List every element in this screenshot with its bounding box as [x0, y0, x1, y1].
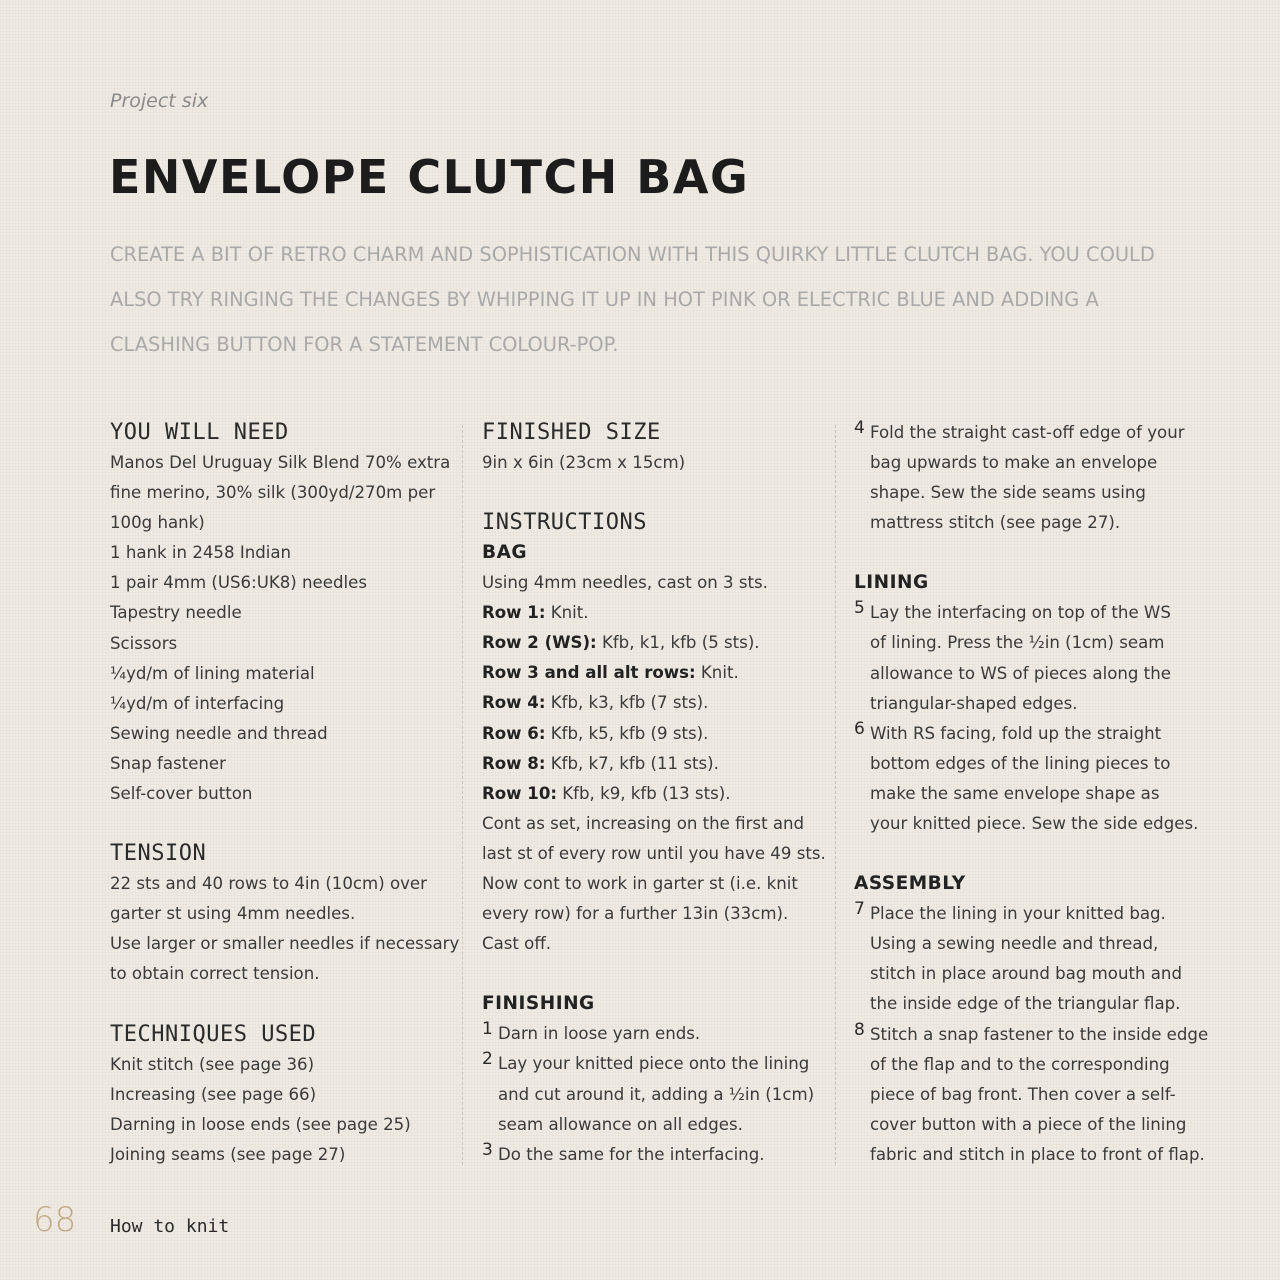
step-line: the inside edge of the triangular flap. — [870, 994, 1181, 1014]
row-text: Knit. — [545, 603, 589, 623]
step-line: make the same envelope shape as — [870, 783, 1160, 803]
row-text: Knit. — [695, 663, 739, 683]
you-will-need-heading: YOU WILL NEED — [110, 420, 289, 445]
lining-heading: LINING — [854, 572, 929, 594]
step-line: Lay the interfacing on top of the WS — [870, 603, 1171, 623]
step-line: Darn in loose yarn ends. — [498, 1024, 701, 1044]
row-instruction — [482, 749, 822, 779]
step-line: bag upwards to make an envelope — [870, 453, 1158, 473]
row-text: Kfb, k7, kfb (11 sts). — [545, 753, 719, 773]
technique-item: Increasing (see page 66) — [110, 1084, 317, 1104]
row-instruction — [482, 658, 822, 688]
column-materials — [110, 418, 460, 1170]
step-line: your knitted piece. Sew the side edges. — [870, 814, 1199, 834]
row-instruction — [482, 779, 822, 809]
step-number: 3 — [482, 1139, 493, 1160]
row-instructions — [482, 598, 822, 809]
material-item: Tapestry needle — [110, 603, 242, 623]
material-item: Manos Del Uruguay Silk Blend 70% extra — [110, 453, 451, 472]
tension-line: garter st using 4mm needles. — [110, 904, 356, 924]
intro-text: CREATE A BIT OF RETRO CHARM AND SOPHISTICATION WITH THIS QUIRKY LITTLE CLUTCH BAG. YOU COULD ALSO TRY RINGING THE CHANGES BY WHIPPING IT UP IN HOT PINK OR ELECTRIC BLUE AND ADDING A CLASHING BUTTON FOR A STATEMENT COLOUR-POP. — [110, 243, 1155, 356]
step-line: With RS facing, fold up the straight — [870, 723, 1162, 743]
row-label: Row 4: — [482, 693, 546, 713]
row-label: Row 3 and all alt rows: — [482, 663, 696, 683]
numbered-step — [854, 718, 1199, 839]
instruction-line: Cont as set, increasing on the first and — [482, 813, 805, 833]
step-line: Stitch a snap fastener to the inside edge — [870, 1024, 1209, 1044]
row-instruction — [482, 628, 822, 658]
material-item: ¼yd/m of lining material — [110, 663, 315, 683]
step-number: 7 — [854, 899, 865, 920]
numbered-step — [482, 1019, 822, 1049]
material-item: Self-cover button — [110, 784, 253, 804]
step-line: and cut around it, adding a ½in (1cm) — [498, 1084, 815, 1104]
material-item: Snap fastener — [110, 753, 226, 773]
row-text: Kfb, k5, kfb (9 sts). — [545, 723, 709, 743]
step-line: mattress stitch (see page 27). — [870, 513, 1121, 533]
numbered-step — [854, 1019, 1209, 1170]
step-line: allowance to WS of pieces along the — [870, 663, 1171, 683]
numbered-step — [854, 899, 1194, 1019]
step-line: cover button with a piece of the lining — [870, 1114, 1187, 1134]
step-line: Do the same for the interfacing. — [498, 1144, 765, 1164]
numbered-step — [482, 1140, 822, 1170]
step-number: 4 — [854, 418, 865, 438]
material-item: fine merino, 30% silk (300yd/270m per — [110, 483, 436, 503]
step-line: stitch in place around bag mouth and — [870, 964, 1182, 984]
step-line: Lay your knitted piece onto the lining — [498, 1054, 810, 1074]
column-divider — [835, 425, 836, 1165]
numbered-step — [482, 1049, 822, 1139]
finishing-heading: FINISHING — [482, 993, 595, 1015]
assembly-steps — [854, 899, 1209, 1170]
step-number: 8 — [854, 1019, 865, 1040]
row-text: Kfb, k9, kfb (13 sts). — [557, 783, 731, 803]
step-line: shape. Sew the side seams using — [870, 483, 1146, 503]
step-line: fabric and stitch in place to front of flap. — [870, 1144, 1205, 1164]
finishing-steps — [482, 1019, 822, 1169]
row-instruction — [482, 598, 822, 628]
finishing-steps-continued — [854, 418, 1194, 538]
assembly-heading: ASSEMBLY — [854, 873, 966, 895]
tension-heading: TENSION — [110, 841, 207, 867]
instructions-heading: INSTRUCTIONS — [482, 510, 647, 536]
row-instruction — [482, 688, 822, 718]
technique-item: Knit stitch (see page 36) — [110, 1054, 315, 1074]
step-number: 1 — [482, 1019, 493, 1040]
row-label: Row 1: — [482, 603, 546, 623]
step-line: Fold the straight cast-off edge of your — [870, 423, 1185, 442]
row-text: Kfb, k3, kfb (7 sts). — [545, 693, 709, 713]
instruction-line: every row) for a further 13in (33cm). — [482, 904, 789, 924]
step-number: 6 — [854, 718, 865, 739]
you-will-need-list — [110, 448, 450, 809]
technique-item: Darning in loose ends (see page 25) — [110, 1114, 411, 1134]
row-label: Row 6: — [482, 723, 546, 743]
tension-line: Use larger or smaller needles if necessary — [110, 934, 460, 954]
row-label: Row 10: — [482, 783, 558, 803]
cast-on-text: Using 4mm needles, cast on 3 sts. — [482, 573, 768, 593]
step-number: 5 — [854, 598, 865, 619]
tension-line: to obtain correct tension. — [110, 964, 320, 984]
continue-text — [482, 809, 826, 959]
page-number: 68 — [33, 1200, 77, 1240]
row-label: Row 2 (WS): — [482, 633, 597, 653]
step-number: 2 — [482, 1049, 493, 1070]
instruction-line: Cast off. — [482, 934, 552, 954]
step-line: triangular-shaped edges. — [870, 693, 1078, 713]
material-item: Scissors — [110, 633, 178, 653]
step-line: of the flap and to the corresponding — [870, 1054, 1170, 1074]
row-instruction — [482, 719, 822, 749]
row-text: Kfb, k1, kfb (5 sts). — [596, 633, 760, 653]
column-divider — [462, 425, 463, 1165]
technique-item: Joining seams (see page 27) — [110, 1144, 346, 1164]
finished-size-heading: FINISHED SIZE — [482, 420, 661, 445]
row-label: Row 8: — [482, 753, 546, 773]
numbered-step — [854, 598, 1194, 718]
bag-heading: BAG — [482, 542, 528, 564]
column-instructions — [482, 418, 826, 1170]
tension-line: 22 sts and 40 rows to 4in (10cm) over — [110, 874, 427, 894]
lining-steps — [854, 598, 1199, 839]
tension-text — [110, 869, 460, 989]
step-line: Using a sewing needle and thread, — [870, 934, 1159, 954]
step-line: piece of bag front. Then cover a self- — [870, 1084, 1176, 1104]
material-item: ¼yd/m of interfacing — [110, 693, 285, 713]
step-line: Place the lining in your knitted bag. — [870, 904, 1166, 924]
material-item: Sewing needle and thread — [110, 723, 328, 743]
column-assembly — [854, 418, 1209, 1170]
instruction-line: Now cont to work in garter st (i.e. knit — [482, 874, 798, 894]
project-label: Project six — [110, 90, 209, 112]
instruction-line: last st of every row until you have 49 sts. — [482, 843, 826, 863]
step-line: bottom edges of the lining pieces to — [870, 753, 1171, 773]
book-title: How to knit — [110, 1216, 230, 1237]
numbered-step — [854, 418, 1194, 538]
step-line: of lining. Press the ½in (1cm) seam — [870, 633, 1165, 653]
page-title: ENVELOPE CLUTCH BAG — [109, 150, 750, 204]
material-item: 100g hank) — [110, 513, 205, 533]
techniques-list — [110, 1050, 450, 1170]
techniques-heading: TECHNIQUES USED — [110, 1021, 317, 1047]
material-item: 1 pair 4mm (US6:UK8) needles — [110, 573, 367, 593]
material-item: 1 hank in 2458 Indian — [110, 543, 292, 563]
finished-size-value: 9in x 6in (23cm x 15cm) — [482, 453, 686, 472]
step-line: seam allowance on all edges. — [498, 1114, 743, 1134]
